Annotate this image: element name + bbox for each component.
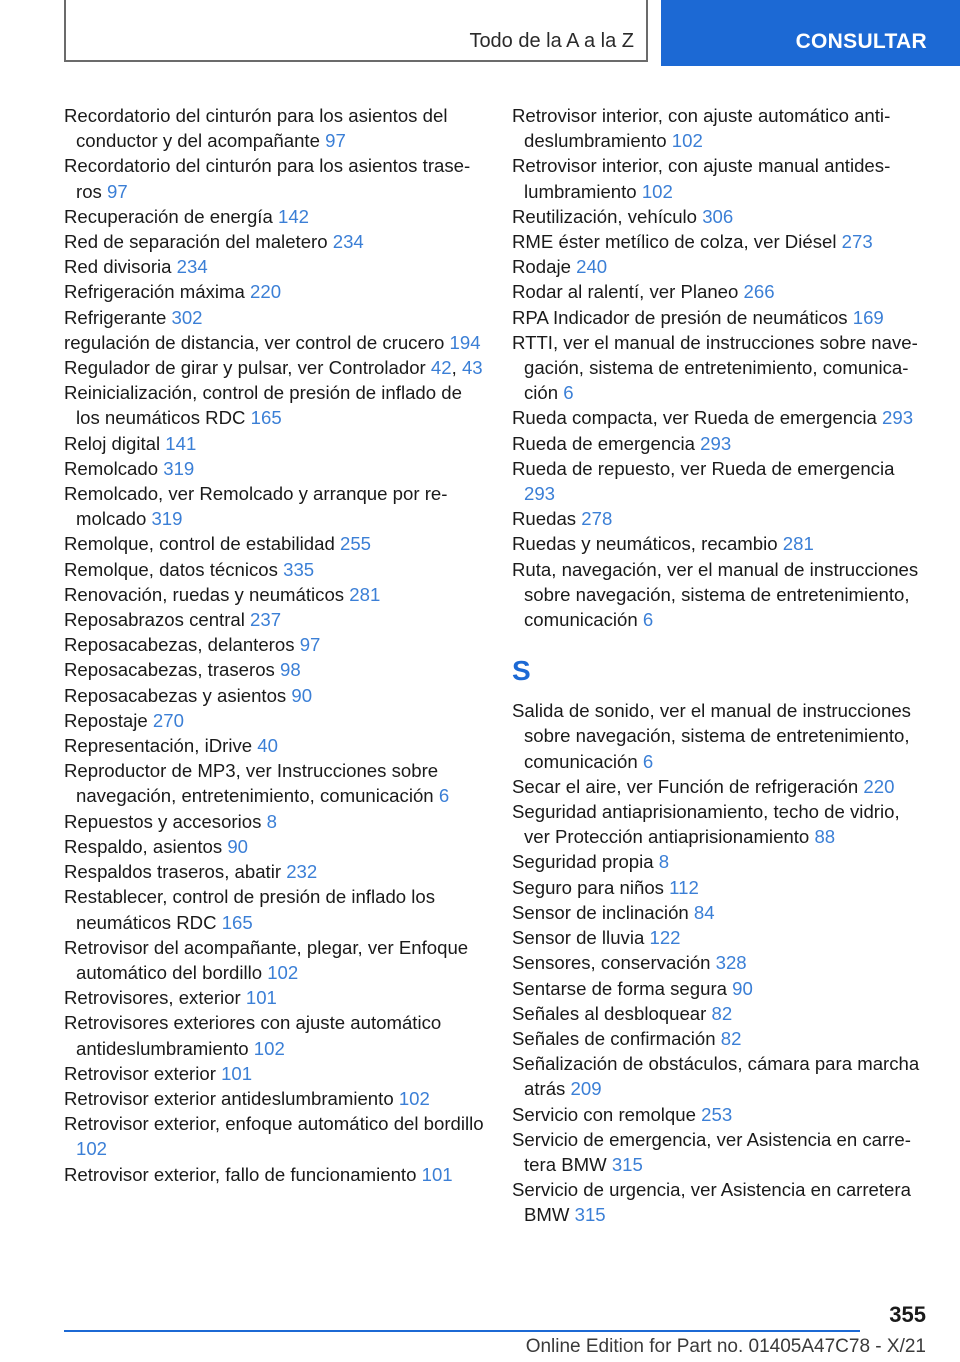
page-reference-link[interactable]: 6: [438, 785, 450, 807]
page-reference-link[interactable]: 6: [642, 750, 654, 772]
index-entry: [512, 557, 930, 633]
index-entry-term: Seguro para niños: [512, 876, 664, 898]
index-entry: [512, 799, 930, 849]
page-reference-link[interactable]: 306: [702, 205, 734, 227]
page-reference-link[interactable]: 43: [461, 357, 483, 379]
index-entry: [64, 657, 484, 682]
index-entry: [64, 279, 484, 304]
index-entry: [64, 1086, 484, 1111]
index-entry-term: Remolque, datos técnicos: [64, 558, 278, 580]
index-entry-term: Seguridad antiaprisionamiento, techo de vidrio, ver Protección antiaprisionamiento: [512, 801, 900, 848]
page-reference-link[interactable]: 328: [715, 952, 747, 974]
page-reference-link[interactable]: 97: [325, 130, 346, 152]
index-entry-term: Retrovisor del acompañante, plegar, ver Enfoque automático del bordillo: [64, 936, 469, 983]
index-entry-term: Remolcado: [64, 457, 159, 479]
index-entry-term: Rueda de repuesto, ver Rueda de emergencia: [512, 457, 895, 479]
index-entry-term: Sentarse de forma segura: [512, 977, 727, 999]
index-entry-term: Reinicialización, control de presión de inflado de los neumáticos RDC: [64, 382, 462, 429]
page-reference-link[interactable]: 102: [671, 130, 703, 152]
index-entry-term: Reposacabezas, delanteros: [64, 634, 295, 656]
index-entry: [64, 1162, 484, 1187]
index-entry: [512, 1051, 930, 1101]
index-entry-term: Recordatorio del cinturón para los asientos del conductor y del acompañante: [64, 105, 448, 152]
page-reference-link[interactable]: 266: [743, 281, 775, 303]
index-entry: [64, 305, 484, 330]
index-entry: [512, 925, 930, 950]
index-entry: [512, 431, 930, 456]
index-entry-term: Refrigeración máxima: [64, 281, 245, 303]
index-entry: [64, 733, 484, 758]
index-entry-term: Remolcado, ver Remolcado y arranque por remolcado: [64, 483, 448, 530]
page-reference-link[interactable]: 319: [151, 508, 183, 530]
index-entry: [512, 950, 930, 975]
page-reference-link[interactable]: 234: [176, 256, 208, 278]
page-reference-link[interactable]: 122: [649, 927, 681, 949]
index-group-r: [512, 103, 930, 632]
index-entry-term: Salida de sonido, ver el manual de instrucciones sobre navegación, sistema de entretenimiento, comunicación: [512, 700, 911, 772]
index-entry: [64, 481, 484, 531]
page-reference-link[interactable]: 273: [841, 231, 873, 253]
page-reference-link[interactable]: 169: [852, 306, 884, 328]
page-header: [0, 0, 960, 66]
index-entry-term: Rueda de emergencia: [512, 432, 695, 454]
page-reference-link[interactable]: 209: [570, 1078, 602, 1100]
page-reference-link[interactable]: 102: [398, 1087, 430, 1109]
index-entry-term: Respaldos traseros, abatir: [64, 861, 282, 883]
consultar-tab[interactable]: [661, 0, 960, 66]
index-entry-term: Señales de confirmación: [512, 1027, 716, 1049]
index-entry-term: Remolque, control de estabilidad: [64, 533, 335, 555]
index-entry: [512, 456, 930, 506]
page-reference-link[interactable]: 165: [221, 911, 253, 933]
page-reference-link[interactable]: 240: [576, 256, 608, 278]
section-tab[interactable]: [64, 0, 648, 62]
index-entry-term: Rueda compacta, ver Rueda de emergencia: [512, 407, 877, 429]
page-reference-link[interactable]: 97: [299, 634, 321, 656]
section-tab-label: Todo de la A a la Z: [469, 30, 634, 52]
index-entry: [512, 254, 930, 279]
page-reference-link[interactable]: 293: [700, 432, 732, 454]
index-entry: [64, 1111, 484, 1161]
page-reference-link[interactable]: 220: [863, 775, 895, 797]
page-reference-link[interactable]: 8: [658, 851, 670, 873]
page-reference-link[interactable]: 281: [349, 583, 381, 605]
page-reference-link[interactable]: 90: [291, 684, 313, 706]
index-entry-term: Señales al desbloquear: [512, 1002, 707, 1024]
index-entry: [64, 330, 484, 355]
index-entry-term: Regulador de girar y pulsar, ver Controlador: [64, 357, 426, 379]
page-reference-link[interactable]: 101: [221, 1062, 253, 1084]
index-entry: [64, 758, 484, 808]
page-reference-link[interactable]: 253: [701, 1103, 733, 1125]
page-reference-link[interactable]: 6: [563, 382, 574, 404]
index-column-right: [512, 103, 930, 1228]
index-entry: [64, 1010, 484, 1060]
index-entry: [512, 875, 930, 900]
index-entry: [512, 531, 930, 556]
index-entry: Regulador de girar y pulsar, ver Controlador 42, 43: [64, 357, 483, 379]
index-entry-term: Reproductor de MP3, ver Instrucciones sobre navegación, entretenimiento, comunicación: [64, 760, 439, 807]
index-entry: [512, 1127, 930, 1177]
index-entry: [64, 884, 484, 934]
index-entry: [512, 849, 930, 874]
index-entry: [64, 254, 484, 279]
index-entry: [512, 204, 930, 229]
page-reference-link[interactable]: 6: [642, 609, 654, 631]
index-entry: [64, 935, 484, 985]
index-entry-term: Seguridad propia: [512, 851, 654, 873]
index-entry: [512, 1102, 930, 1127]
index-entry: [64, 1061, 484, 1086]
page-reference-link[interactable]: 281: [782, 533, 814, 555]
index-entry: [512, 330, 930, 406]
index-entry: [64, 431, 484, 456]
page-reference-link[interactable]: 293: [524, 483, 556, 505]
index-entry: [512, 229, 930, 254]
index-entry-term: Respaldo, asientos: [64, 835, 223, 857]
index-entry-term: Retrovisor exterior antideslumbramiento: [64, 1087, 394, 1109]
index-entry-term: Reposabrazos central: [64, 609, 245, 631]
page-reference-link[interactable]: 165: [250, 407, 282, 429]
page-number: 355: [889, 1302, 926, 1327]
index-entry: [64, 380, 484, 430]
page-reference-link[interactable]: 42: [430, 357, 452, 379]
page-reference-link[interactable]: 88: [814, 826, 836, 848]
index-entry-term: Recuperación de energía: [64, 205, 273, 227]
index-entry: [64, 985, 484, 1010]
index-entry: [512, 774, 930, 799]
page-reference-link[interactable]: 102: [76, 1138, 108, 1160]
index-entry-term: Retrovisores exteriores con ajuste automático antideslumbramiento: [64, 1012, 442, 1059]
page-reference-link[interactable]: 194: [449, 331, 481, 353]
page-reference-link[interactable]: 237: [250, 609, 282, 631]
index-entry-term: Servicio de emergencia, ver Asistencia en carretera BMW: [512, 1128, 911, 1175]
page-reference-link[interactable]: 315: [574, 1204, 606, 1226]
index-entry: [512, 900, 930, 925]
index-entry-term: Retrovisor exterior, enfoque automático del bordillo: [64, 1113, 484, 1135]
page-reference-link[interactable]: 98: [280, 659, 301, 681]
index-entry: [64, 229, 484, 254]
index-entry: [512, 153, 930, 203]
index-column-left: [64, 103, 484, 1187]
index-entry: [512, 506, 930, 531]
index-entry-term: Rodaje: [512, 256, 571, 278]
index-entry-term: Repuestos y accesorios: [64, 810, 262, 832]
page-reference-link[interactable]: 102: [253, 1037, 285, 1059]
page-reference-link[interactable]: 255: [339, 533, 372, 555]
index-entry-term: Retrovisor interior, con ajuste automático antideslumbramiento: [512, 105, 891, 152]
index-entry: [512, 103, 930, 153]
page-reference-link[interactable]: 82: [720, 1027, 742, 1049]
page-reference-link[interactable]: 319: [163, 457, 195, 479]
page-reference-link[interactable]: 90: [227, 835, 249, 857]
index-entry-term: Retrovisor interior, con ajuste manual antideslumbramiento: [512, 155, 891, 202]
index-entry: [64, 708, 484, 733]
page-reference-link[interactable]: 302: [171, 306, 203, 328]
index-entry-term: Señalización de obstáculos, cámara para marcha atrás: [512, 1053, 920, 1100]
index-entry-term: Red de separación del maletero: [64, 231, 328, 253]
page-reference-link[interactable]: 102: [267, 961, 299, 983]
index-entry: [512, 1177, 930, 1227]
index-entry: [512, 279, 930, 304]
index-entry-term: Representación, iDrive: [64, 735, 253, 757]
index-entry-term: Red divisoria: [64, 256, 172, 278]
page-reference-link[interactable]: 270: [152, 709, 184, 731]
page-reference-link[interactable]: 335: [283, 558, 315, 580]
index-entry: [512, 1026, 930, 1051]
index-entry-term: Reposacabezas, traseros: [64, 659, 275, 681]
page-reference-link[interactable]: 220: [250, 281, 282, 303]
index-entry: [512, 405, 930, 430]
index-entry: [64, 103, 484, 153]
index-entry: [64, 809, 484, 834]
page-reference-link[interactable]: 40: [257, 735, 278, 757]
index-entry-term: Renovación, ruedas y neumáticos: [64, 583, 345, 605]
index-entry: [512, 976, 930, 1001]
index-entry-term: Sensor de inclinación: [512, 901, 689, 923]
section-letter-heading: S: [512, 655, 531, 687]
index-entry: [512, 305, 930, 330]
page-reference-link[interactable]: 232: [286, 861, 318, 883]
page-reference-link[interactable]: 82: [711, 1002, 733, 1024]
index-entry-term: Servicio de urgencia, ver Asistencia en carretera BMW: [512, 1179, 911, 1226]
index-entry-term: Restablecer, control de presión de inflado los neumáticos RDC: [64, 886, 436, 933]
page-reference-link[interactable]: 90: [732, 977, 753, 999]
index-entry: [64, 859, 484, 884]
page-reference-link[interactable]: 102: [641, 180, 673, 202]
page-reference-link[interactable]: 293: [882, 407, 914, 429]
page-reference-link[interactable]: 8: [266, 810, 277, 832]
index-entry-term: Recordatorio del cinturón para los asientos traseros: [64, 155, 471, 202]
page-reference-link[interactable]: 142: [277, 205, 310, 227]
index-entry: [64, 834, 484, 859]
page-reference-link[interactable]: 84: [693, 901, 715, 923]
index-entry-term: Servicio con remolque: [512, 1103, 696, 1125]
page-reference-link[interactable]: 315: [611, 1153, 643, 1175]
index-entry-term: Sensor de lluvia: [512, 927, 645, 949]
index-group-s: [512, 698, 930, 1227]
page-reference-link[interactable]: 141: [165, 432, 197, 454]
index-entry: [64, 557, 484, 582]
index-entry-term: Reutilización, vehículo: [512, 205, 698, 227]
index-entry-term: Sensores, conservación: [512, 952, 711, 974]
index-entry: [512, 698, 930, 774]
page-reference-link[interactable]: 278: [581, 508, 613, 530]
index-entry-term: Refrigerante: [64, 306, 167, 328]
index-entry: [64, 153, 484, 203]
index-entry-term: Retrovisores, exterior: [64, 987, 241, 1009]
index-entry-term: RTTI, ver el manual de instrucciones sobre navegación, sistema de entretenimiento, comunicación: [512, 331, 918, 404]
index-entry-term: Ruedas y neumáticos, recambio: [512, 533, 778, 555]
index-entry-term: Rodar al ralentí, ver Planeo: [512, 281, 739, 303]
footer-divider: [64, 1330, 860, 1332]
index-entry-term: RPA Indicador de presión de neumáticos: [512, 306, 848, 328]
page-reference-link[interactable]: 101: [245, 987, 277, 1009]
index-entry-term: Ruedas: [512, 508, 577, 530]
index-entry-term: Secar el aire, ver Función de refrigeración: [512, 775, 859, 797]
index-entry-term: Retrovisor exterior, fallo de funcionamiento: [64, 1163, 417, 1185]
index-entry-term: Reloj digital: [64, 432, 161, 454]
index-entry: [64, 582, 484, 607]
index-entry-term: Ruta, navegación, ver el manual de instrucciones sobre navegación, sistema de entretenimiento, comunicación: [512, 558, 919, 631]
consultar-tab-label: CONSULTAR: [795, 30, 927, 53]
index-entry: [64, 607, 484, 632]
page-reference-link[interactable]: 97: [107, 180, 128, 202]
page-reference-link[interactable]: 112: [669, 876, 699, 898]
index-entry: [64, 531, 484, 556]
index-entry-term: RME éster metílico de colza, ver Diésel: [512, 231, 837, 253]
index-entry-term: Retrovisor exterior: [64, 1062, 216, 1084]
index-entry: [64, 456, 484, 481]
index-entry-term: regulación de distancia, ver control de crucero: [64, 331, 445, 353]
index-entry-term: Reposacabezas y asientos: [64, 684, 287, 706]
page-reference-link[interactable]: 234: [332, 231, 364, 253]
index-entry-term: Repostaje: [64, 709, 148, 731]
footer-edition-text: Online Edition for Part no. 01405A47C78 - X/21: [525, 1336, 926, 1357]
index-entry: [64, 683, 484, 708]
index-entry: [64, 632, 484, 657]
page-reference-link[interactable]: 101: [421, 1163, 453, 1185]
index-entry: [512, 1001, 930, 1026]
index-entry: [64, 204, 484, 229]
